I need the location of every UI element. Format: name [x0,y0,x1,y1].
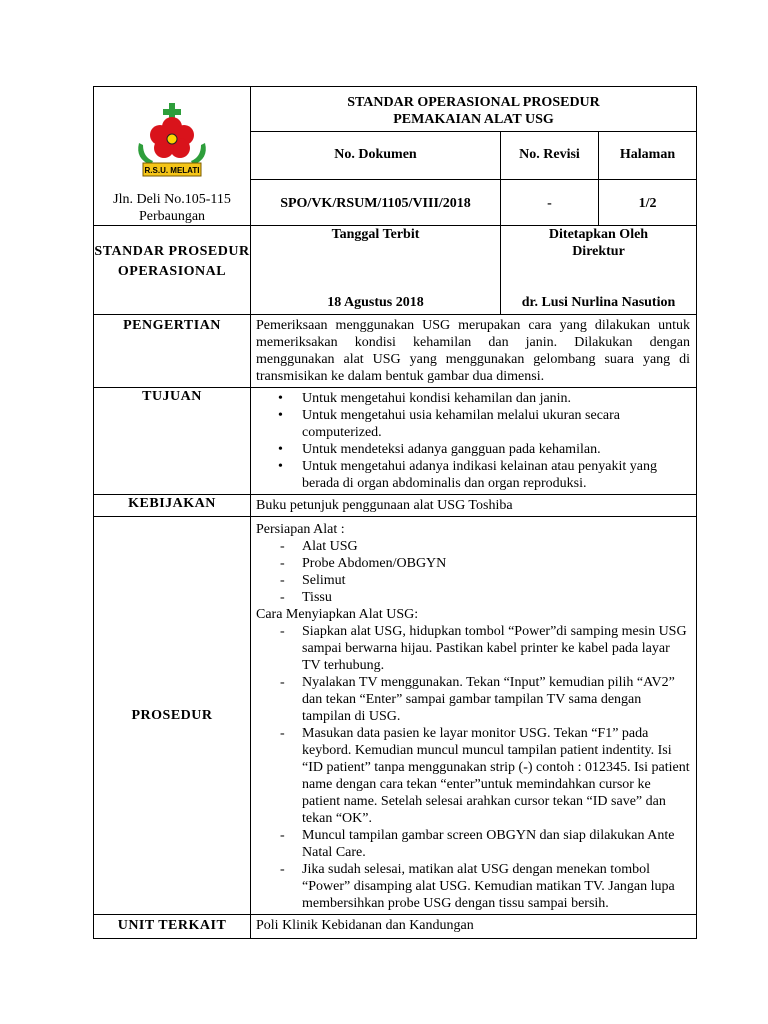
prosedur-label: PROSEDUR [94,517,251,915]
list-item: - Siapkan alat USG, hidupkan tombol “Power”di samping mesin USG sampai berwarna hijau. Pastikan kabel printer ke kabel pada layar TV terhubung. [278,623,690,674]
persiapan-list [256,538,690,606]
list-item: - Masukan data pasien ke layar monitor USG. Tekan “F1” pada keybord. Kemudian muncul muncul tampilan patient indentity. Isi “ID patient” tanpa menggunakan strip (-) contoh : 012345. Isi patient name dengan cara tekan “enter”untuk memindahkan cursor ke patient name. Setelah selesai arahkan cursor tekan “ID save” dan tekan “OK”. [278,725,690,827]
page-value: 1/2 [599,180,697,226]
issue-date-label: Tanggal Terbit [331,227,420,242]
doc-no-label: No. Dokumen [251,131,501,180]
approved-value: dr. Lusi Nurlina Nasution [521,295,676,310]
issue-date-cell [251,226,501,315]
tujuan-list [256,390,690,492]
issue-date-value: 18 Agustus 2018 [327,295,424,310]
page-label: Halaman [599,131,697,180]
kebijakan-text: Buku petunjuk penggunaan alat USG Toshiba [251,495,697,517]
list-item: - Nyalakan TV menggunakan. Tekan “Input” kemudian pilih “AV2” dan tekan “Enter” sampai gambar tampilan TV sama dengan tampilan di USG. [278,674,690,725]
unit-terkait-text: Poli Klinik Kebidanan dan Kandungan [251,915,697,939]
sop-table [93,86,697,939]
list-item: - Jika sudah selesai, matikan alat USG dengan menekan tombol “Power” disamping alat USG. Kemudian matikan TV. Jangan lupa membersihkan probe USG dengan tissu sampai bersih. [278,861,690,912]
revision-value: - [501,180,599,226]
title-line-1: STANDAR OPERASIONAL PROSEDUR [347,95,600,110]
list-item: • Untuk mengetahui adanya indikasi kelainan atau penyakit yang berada di organ abdominalis dan organ reproduksi. [276,458,690,492]
list-item: • Untuk mengetahui usia kehamilan melalui ukuran secara computerized. [276,407,690,441]
unit-terkait-label: UNIT TERKAIT [94,915,251,939]
tujuan-cell [251,388,697,495]
sop-label: STANDAR PROSEDUR OPERASIONAL [94,226,251,315]
list-item: • Untuk mengetahui kondisi kehamilan dan janin. [276,390,690,407]
pengertian-label: PENGERTIAN [94,315,251,388]
list-item: • Untuk mendeteksi adanya gangguan pada kehamilan. [276,441,690,458]
pengertian-text: Pemeriksaan menggunakan USG merupakan cara yang dilakukan untuk memeriksakan kondisi kehamilan dan janin. Dilakukan dengan menggunakan alat USG yang menggunakan gelombang suara yang di transmisikan ke dalam bentuk gambar dua dimensi. [251,315,697,388]
hospital-logo [129,101,215,179]
kebijakan-label: KEBIJAKAN [94,495,251,517]
list-item: - Alat USG [278,538,690,555]
list-item: - Selimut [278,572,690,589]
persiapan-heading: Persiapan Alat : [256,522,345,537]
tujuan-label: TUJUAN [94,388,251,495]
prosedur-cell [251,517,697,915]
list-item: - Probe Abdomen/OBGYN [278,555,690,572]
title-line-2: PEMAKAIAN ALAT USG [393,112,554,127]
hospital-address: Jln. Deli No.105-115 Perbaungan [113,192,231,224]
doc-no-value: SPO/VK/RSUM/1105/VIII/2018 [251,180,501,226]
list-item: - Muncul tampilan gambar screen OBGYN dan siap dilakukan Ante Natal Care. [278,827,690,861]
approved-label: Ditetapkan Oleh Direktur [548,227,649,259]
document-title [251,87,697,132]
cara-list [256,623,690,912]
cara-heading: Cara Menyiapkan Alat USG: [256,607,419,622]
logo-address-cell [94,87,251,226]
revision-label: No. Revisi [501,131,599,180]
list-item: - Tissu [278,589,690,606]
sop-document [93,86,696,939]
logo-banner-text: R.S.U. MELATI [144,166,200,175]
approval-cell [501,226,697,315]
